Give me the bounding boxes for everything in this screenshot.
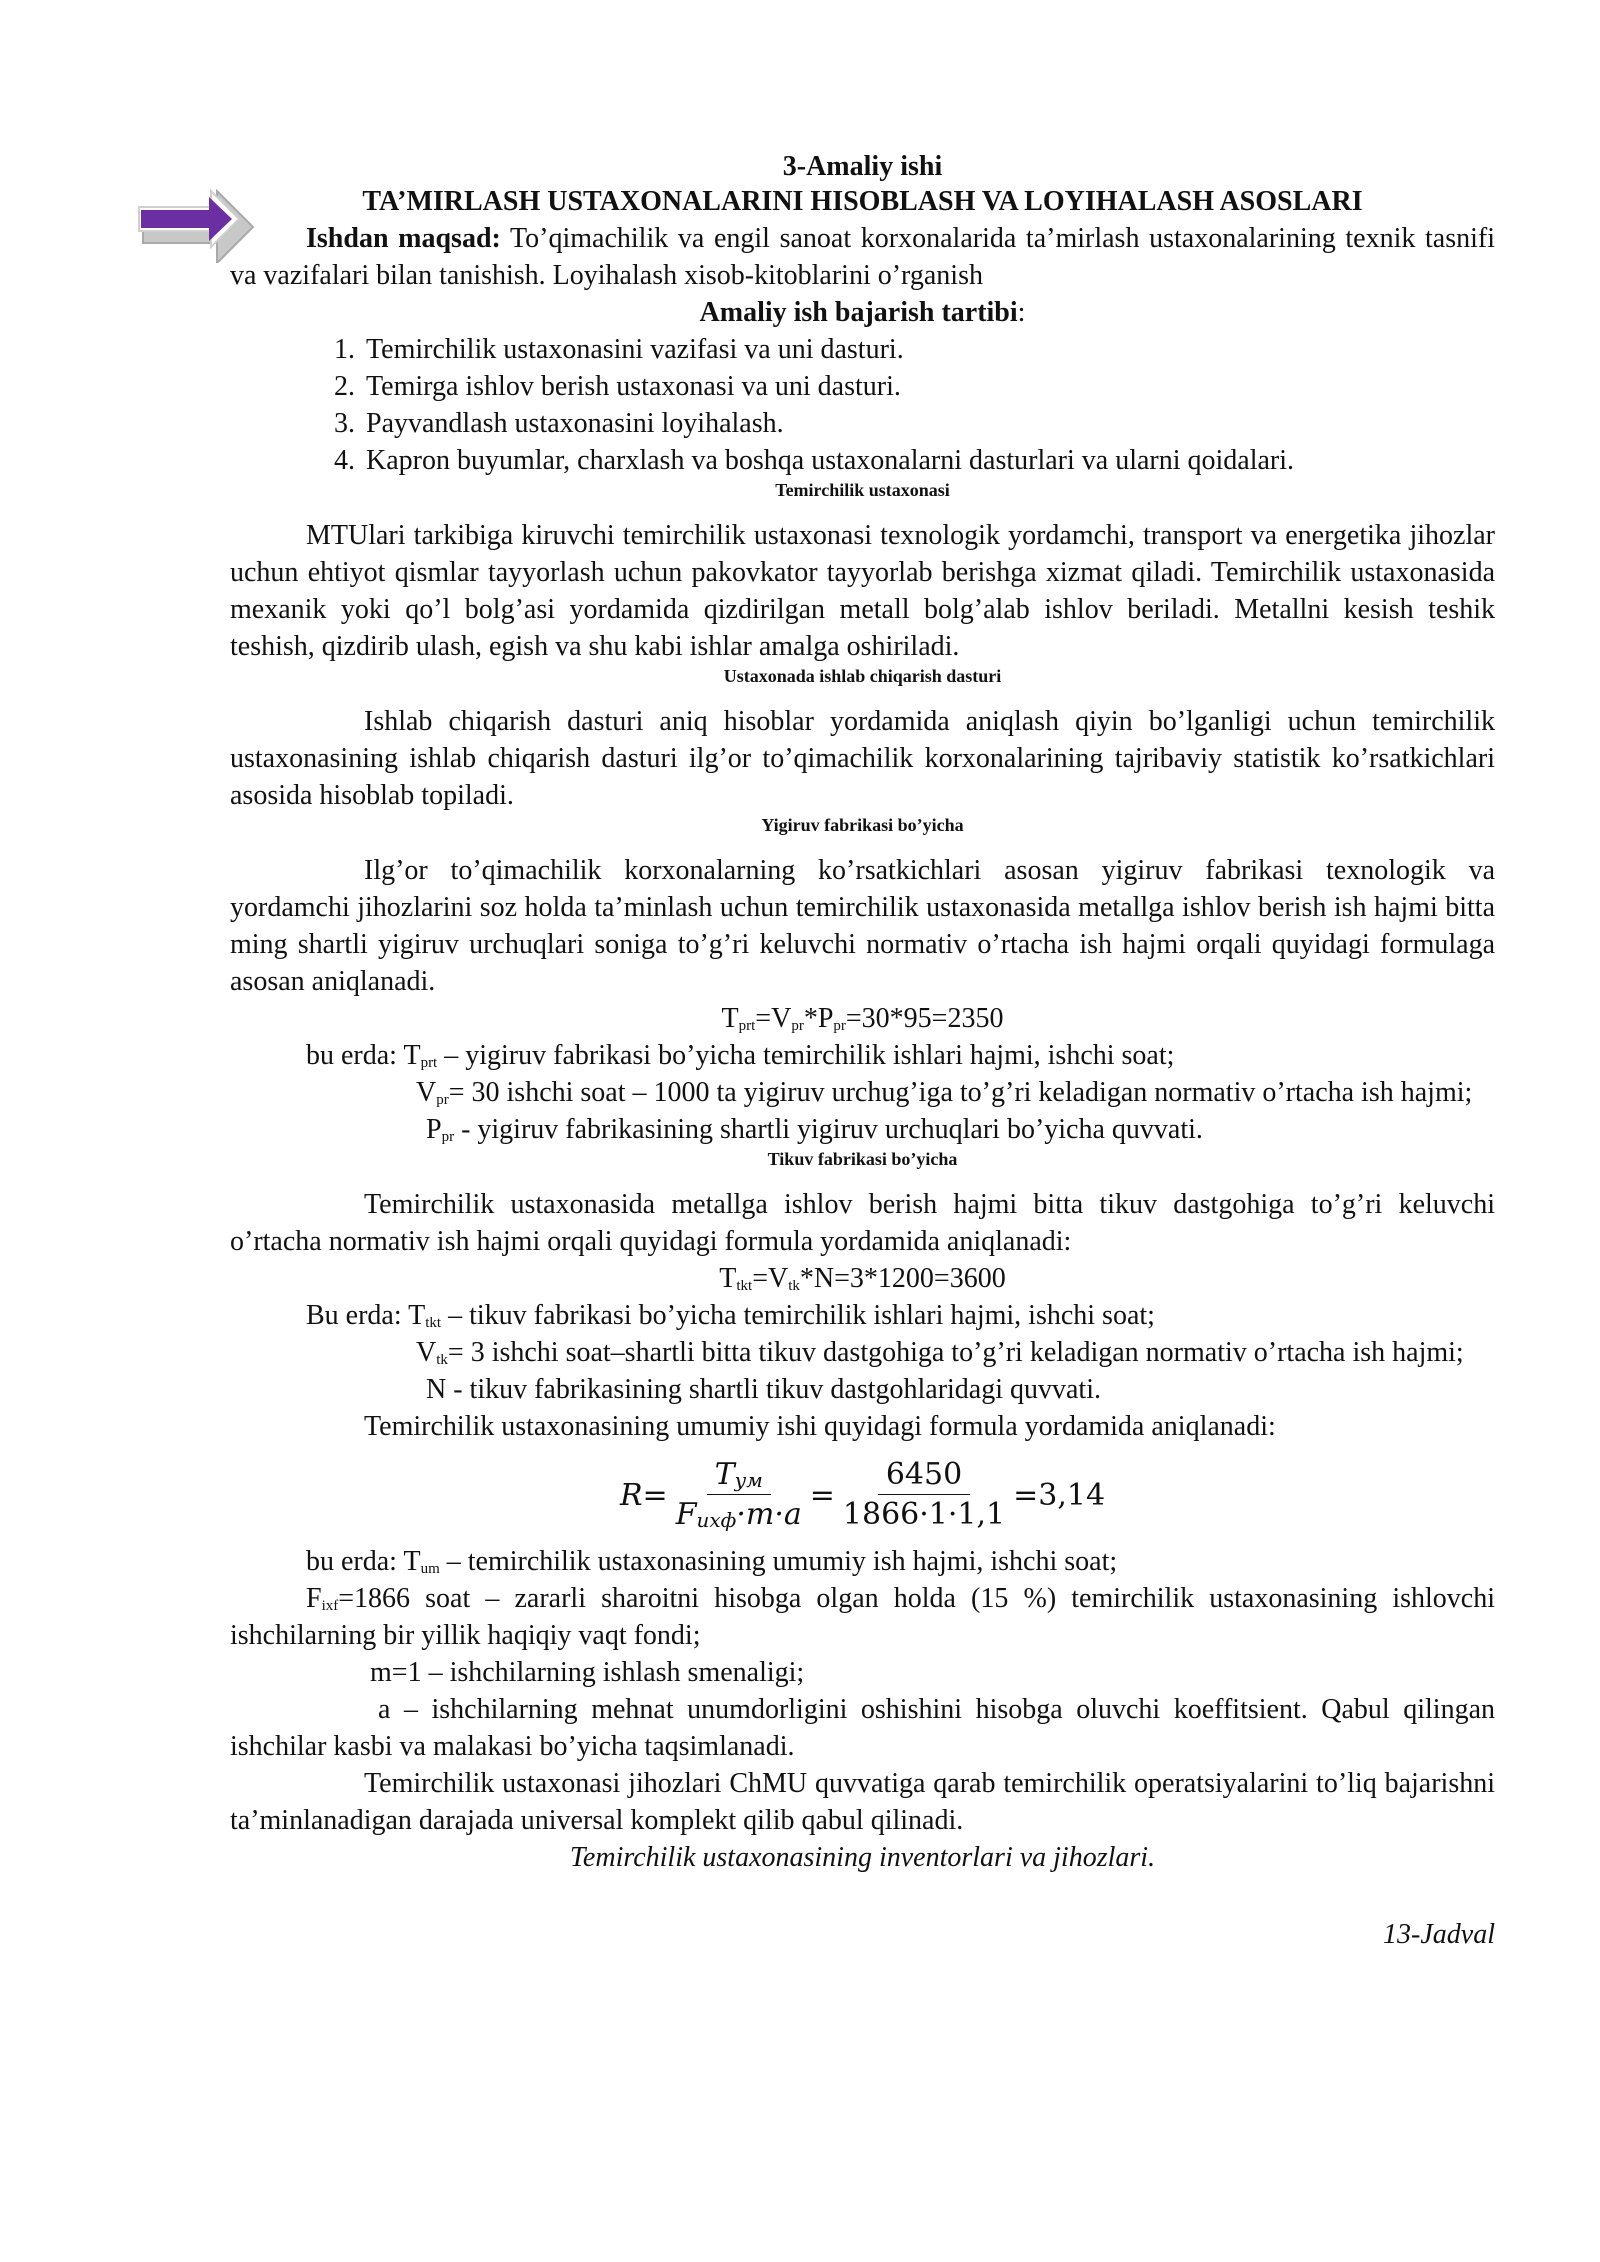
where-text: bu erda: T (306, 1040, 421, 1071)
where-line (230, 1037, 1495, 1074)
where-line (230, 1297, 1495, 1334)
formula-eq: = (809, 1477, 835, 1513)
list-item: 4. Kapron buyumlar, charxlash va boshqa ustaxonalarni dasturlari va ularni qoidalari. (362, 442, 1495, 479)
where-line (230, 1334, 1495, 1371)
order-heading-text: Amaliy ish bajarish tartibi (699, 297, 1018, 328)
where-line: m=1 – ishchilarning ishlash smenaligi; (370, 1657, 805, 1688)
formula-numerator (707, 1456, 771, 1495)
where-line: a – ishchilarning mehnat unumdorligini oshishini hisobga oluvchi koeffitsient. Qabul qilingan ishchilar kasbi va malakasi bo’yicha taqsimlanadi. (230, 1694, 1495, 1762)
where-line (230, 1543, 1495, 1580)
where-text: V (416, 1337, 437, 1368)
where-text: – temirchilik ustaxonasining umumiy ish hajmi, ishchi soat; (439, 1546, 1118, 1577)
where-text: = 30 ishchi soat – 1000 ta yigiruv urchug’iga to’g’ri keladigan normativ o’rtacha ish hajmi; (448, 1077, 1473, 1108)
formula-text: =V (755, 1003, 792, 1034)
italic-caption: Temirchilik ustaxonasining inventorlari va jihozlari. (569, 1842, 1156, 1873)
where-sub: tk (436, 1352, 448, 1368)
formula-text: T (714, 1456, 735, 1492)
where-text: V (416, 1077, 437, 1108)
page-subtitle: TA’MIRLASH USTAXONALARINI HISOBLASH VA LOYIHALASH ASOSLARI (362, 186, 1363, 217)
where-sub: um (420, 1561, 440, 1577)
formula-numerator: 6450 (878, 1456, 970, 1495)
formula-sewing (230, 1260, 1495, 1297)
where-sub: pr (436, 1092, 449, 1108)
formula-text: ·m·a (736, 1496, 802, 1532)
where-text: =1866 soat – zararli sharoitni hisobga olgan holda (15 %) temirchilik ustaxonasining ishlovchi ishchilarning bir yillik haqiqiy vaqt fondi; (230, 1583, 1495, 1651)
section-heading: Tikuv fabrikasi bo’yicha (767, 1149, 958, 1169)
where-text: – tikuv fabrikasi bo’yicha temirchilik ishlari hajmi, ishchi soat; (441, 1300, 1155, 1331)
table-label: 13-Jadval (1383, 1919, 1495, 1950)
where-line (230, 1111, 1495, 1148)
list-item: 1. Temirchilik ustaxonasini vazifasi va uni dasturi. (362, 331, 1495, 368)
goal-paragraph (230, 220, 1495, 294)
page-title: 3-Amaliy ishi (782, 151, 943, 182)
formula-spinning (230, 1000, 1495, 1037)
where-text: bu erda: T (306, 1546, 421, 1577)
where-line (230, 1074, 1495, 1111)
formula-text: T (719, 1263, 737, 1294)
where-text: = 3 ishchi soat–shartli bitta tikuv dastgohiga to’g’ri keladigan normativ o’rtacha ish hajmi; (447, 1337, 1464, 1368)
section-heading: Yigiruv fabrikasi bo’yicha (761, 815, 964, 835)
formula-result: =3,14 (1013, 1477, 1106, 1513)
formula-sub: ум (734, 1467, 763, 1492)
section-heading: Ustaxonada ishlab chiqarish dasturi (723, 666, 1002, 686)
paragraph: Temirchilik ustaxonasining umumiy ishi quyidagi formula yordamida aniqlanadi: (364, 1411, 1276, 1442)
where-sub: tkt (425, 1315, 442, 1331)
task-list (230, 331, 1495, 479)
formula-sub: pr (833, 1018, 846, 1034)
goal-text: To’qimachilik va engil sanoat korxonalarida ta’mirlash ustaxonalarining texnik tasnifi va vazifalari bilan tanishish. Loyihalash xisob-kitoblarini o’rganish (230, 223, 1496, 291)
formula-text: =V (752, 1263, 789, 1294)
paragraph: Temirchilik ustaxonasida metallga ishlov berish hajmi bitta tikuv dastgohiga to’g’ri keluvchi o’rtacha normativ ish hajmi orqali quyidagi formula yordamida aniqlanadi: (230, 1189, 1495, 1257)
formula-fraction-numeric (835, 1456, 1013, 1535)
where-text: F (306, 1583, 322, 1614)
formula-text: *P (803, 1003, 834, 1034)
formula-sub: pr (791, 1018, 804, 1034)
formula-sub: ихф (696, 1507, 737, 1532)
formula-lhs: R (619, 1477, 643, 1513)
paragraph: MTUlari tarkibiga kiruvchi temirchilik ustaxonasi texnologik yordamchi, transport va energetika jihozlar uchun ehtiyot qismlar tayyorlash uchun pakovkator tayyorlab berishga xizmat qiladi. Temirchilik ustaxonasida mexanik yoki qo’l bolg’asi yordamida qizdirilgan metall bolg’alab ishlov beriladi. Metallni kesish teshik teshish, qizdirib ulash, egish va shu kabi ishlar amalga oshiriladi. (230, 520, 1495, 662)
order-heading (230, 294, 1495, 331)
where-text: – yigiruv fabrikasi bo’yicha temirchilik ishlari hajmi, ishchi soat; (437, 1040, 1175, 1071)
formula-denominator: 1866·1·1,1 (842, 1496, 1006, 1532)
formula-text: *N=3*1200=3600 (799, 1263, 1006, 1294)
formula-sub: prt (738, 1018, 756, 1034)
order-heading-colon: : (1017, 297, 1026, 328)
paragraph: Ilg’or to’qimachilik korxonalarning ko’rsatkichlari asosan yigiruv fabrikasi texnologik va yordamchi jihozlarini soz holda ta’minlash uchun temirchilik ustaxonasida metallga ishlov berish ish hajmi bitta ming shartli yigiruv urchuqlari soniga to’g’ri keluvchi normativ o’rtacha ish hajmi orqali quyidagi formulaga asosan aniqlanadi. (230, 855, 1495, 997)
paragraph: Temirchilik ustaxonasi jihozlari ChMU quvvatiga qarab temirchilik operatsiyalarini to’liq bajarishni ta’minlanadigan darajada universal komplekt qilib qabul qilinadi. (230, 1768, 1495, 1836)
formula-text: T (721, 1003, 739, 1034)
formula-total (230, 1449, 1495, 1541)
where-sub: ixf (321, 1598, 339, 1614)
where-line: N - tikuv fabrikasining shartli tikuv dastgohlaridagi quvvati. (426, 1374, 1101, 1405)
formula-fraction-symbolic (668, 1456, 810, 1535)
where-text: Bu erda: T (306, 1300, 426, 1331)
section-heading: Temirchilik ustaxonasi (775, 480, 950, 500)
formula-denominator (668, 1495, 810, 1535)
where-text: - yigiruv fabrikasining shartli yigiruv urchuqlari bo’yicha quvvati. (454, 1114, 1203, 1145)
where-sub: prt (420, 1055, 438, 1071)
where-line (230, 1580, 1495, 1654)
paragraph: Ishlab chiqarish dasturi aniq hisoblar yordamida aniqlash qiyin bo’lganligi uchun temirchilik ustaxonasining ishlab chiqarish dasturi ilg’or to’qimachilik korxonalarining tajribaviy statistik ko’rsatkichlari asosida hisoblab topiladi. (230, 706, 1495, 811)
list-item: 3. Payvandlash ustaxonasini loyihalash. (362, 405, 1495, 442)
formula-eq: = (642, 1477, 668, 1513)
formula-text: =30*95=2350 (845, 1003, 1004, 1034)
document-body (230, 150, 1495, 1953)
formula-text: F (675, 1496, 697, 1532)
formula-sub: tk (788, 1278, 800, 1294)
goal-label: Ishdan maqsad: (306, 223, 501, 254)
list-item: 2. Temirga ishlov berish ustaxonasi va uni dasturi. (362, 368, 1495, 405)
formula-sub: tkt (736, 1278, 753, 1294)
where-sub: pr (441, 1129, 455, 1145)
where-text: P (426, 1114, 442, 1145)
